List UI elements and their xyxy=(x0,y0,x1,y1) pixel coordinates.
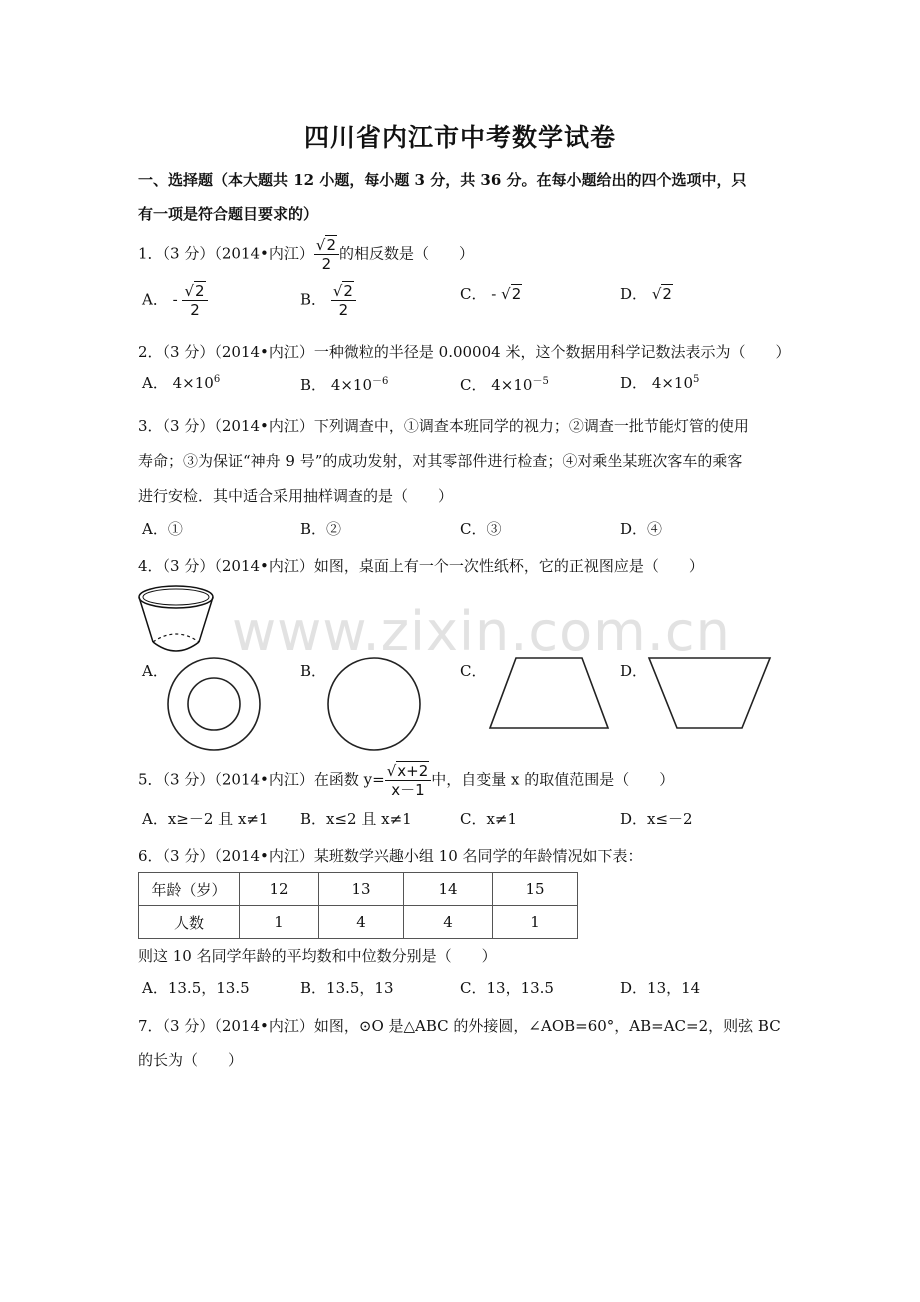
q5-option-d: D．x≤－2 xyxy=(620,810,693,828)
table-cell: 13 xyxy=(319,873,404,906)
question-2: 2．（3 分）（2014•内江）一种微粒的半径是 0.00004 米，这个数据用科学记数法表示为（ ） xyxy=(138,343,791,361)
q6-option-d: D．13，14 xyxy=(620,979,701,997)
table-cell: 4 xyxy=(404,906,493,939)
q5-option-b: B．x≤2 且 x≠1 xyxy=(300,810,412,828)
q2-c-label: C． xyxy=(460,376,487,394)
q4-option-a-ring-icon xyxy=(166,656,262,752)
q6-option-c: C．13，13.5 xyxy=(460,979,554,997)
q4-option-c-label: C． xyxy=(460,662,487,680)
q2-b-label: B． xyxy=(300,376,327,394)
question-7-line1: 7．（3 分）（2014•内江）如图，⊙O 是△ABC 的外接圆，∠AOB=60°，AB=AC=2，则弦 BC xyxy=(138,1017,781,1035)
q4-option-d-inverted-trapezoid-icon xyxy=(646,655,774,731)
q2-b-base: 4×10 xyxy=(330,376,373,394)
q5-stem-tail: 中，自变量 x 的取值范围是（ ） xyxy=(431,770,675,789)
page-title: 四川省内江市中考数学试卷 xyxy=(303,123,616,152)
table-cell: 年龄（岁） xyxy=(139,873,240,906)
table-cell: 人数 xyxy=(139,906,240,939)
q1-frac-num: 2 xyxy=(326,236,336,254)
question-3-line1: 3．（3 分）（2014•内江）下列调查中，①调查本班同学的视力；②调查一批节能灯管的使用 xyxy=(138,417,749,435)
q1-option-c: C． - √2 xyxy=(460,285,522,303)
q1-b-label: B． xyxy=(300,290,327,309)
table-cell: 12 xyxy=(240,873,319,906)
q2-a-label: A． xyxy=(142,374,168,392)
q4-option-b-circle-icon xyxy=(326,656,422,752)
q5-option-c: C．x≠1 xyxy=(460,810,518,828)
q5-den: x－1 xyxy=(391,781,425,799)
q1-b-num: 2 xyxy=(343,282,353,300)
q4-option-d-label: D． xyxy=(620,662,648,680)
question-4: 4．（3 分）（2014•内江）如图，桌面上有一个一次性纸杯，它的正视图应是（ ） xyxy=(138,557,704,575)
q2-option-a xyxy=(142,372,220,393)
q4-option-a-label: A． xyxy=(142,662,168,680)
age-table xyxy=(138,872,578,939)
question-5 xyxy=(138,762,674,799)
q1-option-a xyxy=(142,282,208,319)
q1-stem-tail: 的相反数是（ ） xyxy=(339,244,475,263)
q2-d-exp: 5 xyxy=(693,374,700,385)
q2-d-label: D． xyxy=(620,374,648,392)
table-cell: 14 xyxy=(404,873,493,906)
table-row xyxy=(139,906,578,939)
q1-frac-den: 2 xyxy=(321,255,332,273)
q3-option-c: C．③ xyxy=(460,520,502,538)
q1-b-den: 2 xyxy=(338,301,349,319)
q1-a-fraction: $\frac{√2}{2}$ xyxy=(182,282,207,319)
q1-a-den: 2 xyxy=(190,301,200,319)
section-heading-line2: 有一项是符合题目要求的） xyxy=(138,205,319,223)
q2-a-base: 4×10 xyxy=(172,374,214,392)
q4-option-c-trapezoid-icon xyxy=(486,655,612,731)
q1-fraction: $\frac{√2}{2}$ xyxy=(314,236,339,273)
q1-c-label: C． xyxy=(460,285,487,303)
question-6-after: 则这 10 名同学年龄的平均数和中位数分别是（ ） xyxy=(138,947,497,965)
question-7-line2: 的长为（ ） xyxy=(138,1051,244,1069)
q1-a-sign: - xyxy=(172,290,178,309)
q1-d-label: D． xyxy=(620,285,648,303)
q5-num: x+2 xyxy=(397,762,429,780)
q3-option-b: B．② xyxy=(300,520,342,538)
paper-cup-figure xyxy=(135,582,219,658)
table-cell: 1 xyxy=(493,906,578,939)
q1-a-label: A． xyxy=(142,290,168,309)
watermark: www.zixin.com.cn xyxy=(232,600,731,663)
q5-option-a: A．x≥－2 且 x≠1 xyxy=(142,810,269,828)
q1-b-fraction: $\frac{√2}{2}$ xyxy=(331,282,356,319)
q1-c-sign: - xyxy=(491,285,497,303)
q1-c-rad: 2 xyxy=(511,285,522,303)
q6-option-a: A．13.5，13.5 xyxy=(142,979,250,997)
q1-stem: 1．（3 分）（2014•内江） xyxy=(138,244,314,263)
q1-option-d: D． √2 xyxy=(620,285,672,303)
q5-stem: 5．（3 分）（2014•内江）在函数 y= xyxy=(138,770,385,789)
q1-d-rad: 2 xyxy=(662,285,672,303)
question-1 xyxy=(138,236,474,273)
q2-a-exp: 6 xyxy=(213,374,221,385)
question-3-line3: 进行安检．其中适合采用抽样调查的是（ ） xyxy=(138,487,454,505)
question-6: 6．（3 分）（2014•内江）某班数学兴趣小组 10 名同学的年龄情况如下表： xyxy=(138,847,643,865)
q2-option-d xyxy=(620,372,699,393)
q3-option-a: A．① xyxy=(142,520,183,538)
table-cell: 15 xyxy=(493,873,578,906)
q5-fraction: $\frac{√x+2}{x-1}$ xyxy=(385,762,432,799)
q2-b-exp: －6 xyxy=(372,376,389,387)
q1-a-num: 2 xyxy=(195,282,205,300)
table-row xyxy=(139,873,578,906)
q2-c-exp: －5 xyxy=(532,376,549,387)
table-cell: 1 xyxy=(240,906,319,939)
section-heading-line1: 一、选择题（本大题共 12 小题，每小题 3 分，共 36 分。在每小题给出的四个选项中，只 xyxy=(138,171,747,189)
question-3-line2: 寿命；③为保证“神舟 9 号”的成功发射，对其零部件进行检查；④对乘坐某班次客车的乘客 xyxy=(138,452,743,470)
q2-option-c xyxy=(460,372,549,395)
q2-option-b xyxy=(300,372,388,395)
table-cell: 4 xyxy=(319,906,404,939)
q4-option-b-label: B． xyxy=(300,662,327,680)
q6-option-b: B．13.5，13 xyxy=(300,979,394,997)
q2-c-base: 4×10 xyxy=(491,376,533,394)
q2-d-base: 4×10 xyxy=(651,374,694,392)
q3-option-d: D．④ xyxy=(620,520,663,538)
q1-option-b xyxy=(300,282,356,319)
